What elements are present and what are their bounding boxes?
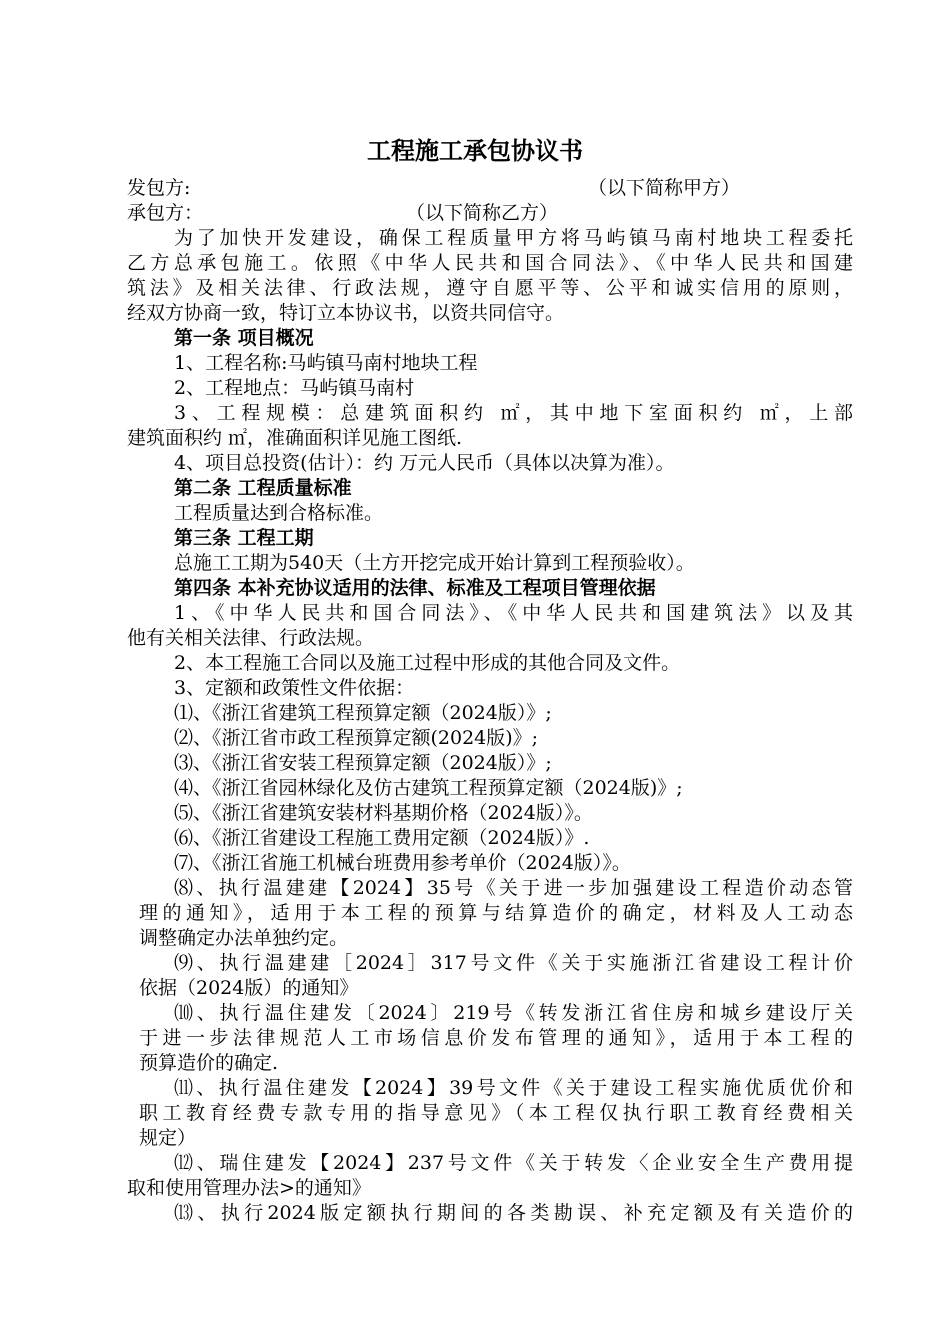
- norm-list-item-cont: 预算造价的确定.: [139, 1052, 279, 1074]
- contractor-label: 承包方：: [127, 202, 204, 224]
- norm-list-item: ⒀、执行2024版定额执行期间的各类勘误、补充定额及有关造价的: [174, 1202, 853, 1224]
- basis-item: 3、定额和政策性文件依据：: [174, 677, 415, 699]
- norm-list-item: ⑽、执行温住建发〔2024〕219号《转发浙江省住房和城乡建设厅关: [174, 1002, 853, 1024]
- norm-list-item-cont: 职工教育经费专款专用的指导意见》（本工程仅执行职工教育经费相关: [139, 1102, 853, 1124]
- norm-list-item: ⑸、《浙江省建筑安装材料基期价格（2024版）》。: [174, 802, 593, 824]
- norm-list-item: ⑷、《浙江省园林绿化及仿古建筑工程预算定额（2024版)》;: [174, 777, 683, 799]
- preamble-line: 为了加快开发建设，确保工程质量甲方将马屿镇马南村地块工程委托: [174, 227, 853, 249]
- preamble-line: 筑法》及相关法律、行政法规，遵守自愿平等、公平和诚实信用的原则，: [127, 277, 853, 299]
- preamble-line: 经双方协商一致，特订立本协议书，以资共同信守。: [127, 302, 565, 324]
- basis-item-cont: 他有关相关法律、行政法规。: [127, 627, 375, 649]
- project-scale: 3、工程规模：总建筑面积约 ㎡，其中地下室面积约 ㎡，上部: [174, 402, 853, 424]
- norm-list-item-cont: 调整确定办法单独约定。: [139, 927, 349, 949]
- contractor-note: （以下简称乙方）: [406, 202, 559, 224]
- article-heading: 第四条 本补充协议适用的法律、标准及工程项目管理依据: [174, 577, 656, 599]
- norm-list-item: ⑶、《浙江省安装工程预算定额（2024版）》;: [174, 752, 552, 774]
- norm-list-item-cont: 依据（2024版）的通知》: [139, 977, 359, 999]
- basis-item: 1、《中华人民共和国合同法》、《中华人民共和国建筑法》以及其: [174, 602, 853, 624]
- norm-list-item: ⑾、执行温住建发【2024】39号文件《关于建设工程实施优质优价和: [174, 1077, 853, 1099]
- quality-standard: 工程质量达到合格标准。: [174, 502, 384, 524]
- document-title: 工程施工承包协议书: [367, 136, 583, 165]
- project-location: 2、工程地点：马屿镇马南村: [174, 377, 415, 399]
- construction-period: 总施工工期为540天（土方开挖完成开始计算到工程预验收）。: [174, 552, 695, 574]
- norm-list-item-cont: 取和使用管理办法>的通知》: [127, 1177, 371, 1199]
- employer-note: （以下简称甲方）: [588, 177, 741, 199]
- article-heading: 第三条 工程工期: [174, 527, 314, 549]
- norm-list-item-cont: 规定）: [139, 1127, 197, 1149]
- norm-list-item: ⑺、《浙江省施工机械台班费用参考单价（2024版）》。: [174, 852, 631, 874]
- preamble-line: 乙方总承包施工。依照《中华人民共和国合同法》、《中华人民共和国建: [127, 252, 853, 274]
- norm-list-item: ⑿、瑞住建发【2024】237号文件《关于转发〈企业安全生产费用提: [174, 1152, 853, 1174]
- norm-list-item: ⑻、执行温建建【2024】35号《关于进一步加强建设工程造价动态管: [174, 877, 853, 899]
- article-heading: 第一条 项目概况: [174, 327, 314, 349]
- norm-list-item: ⑵、《浙江省市政工程预算定额(2024版)》;: [174, 727, 539, 749]
- basis-item: 2、本工程施工合同以及施工过程中形成的其他合同及文件。: [174, 652, 681, 674]
- project-investment: 4、项目总投资(估计）：约 万元人民币（具体以决算为准）。: [174, 452, 675, 474]
- norm-list-item-cont: 于进一步法律规范人工市场信息价发布管理的通知》，适用于本工程的: [139, 1027, 853, 1049]
- project-scale-cont: 建筑面积约 ㎡，准确面积详见施工图纸.: [127, 427, 463, 449]
- norm-list-item: ⑴、《浙江省建筑工程预算定额（2024版）》;: [174, 702, 552, 724]
- norm-list-item-cont: 理的通知》，适用于本工程的预算与结算造价的确定，材料及人工动态: [139, 902, 853, 924]
- norm-list-item: ⑼、执行温建建［2024］317号文件《关于实施浙江省建设工程计价: [174, 952, 853, 974]
- article-heading: 第二条 工程质量标准: [174, 477, 352, 499]
- norm-list-item: ⑹、《浙江省建设工程施工费用定额（2024版）》.: [174, 827, 590, 849]
- project-name: 1、工程名称:马屿镇马南村地块工程: [174, 352, 478, 374]
- employer-label: 发包方:: [127, 177, 191, 199]
